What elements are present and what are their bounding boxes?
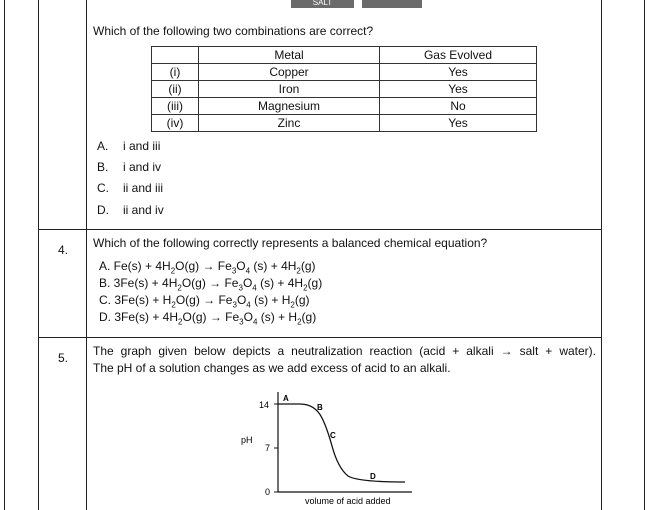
q3-question-text: Which of the following two combinations are correct? — [93, 24, 374, 38]
table-header-cell: Metal — [199, 47, 380, 64]
option-text: i and iii — [123, 139, 161, 153]
table-cell: (ii) — [152, 81, 199, 98]
table-cell: Yes — [380, 115, 537, 132]
table-cell: (i) — [152, 64, 199, 81]
option-text: ii and iv — [123, 203, 164, 217]
q4-option-d[interactable]: D. $3Fe(s) + 4H_2O(g) \to Fe_3O_4$ $(s) + H_2(g)$ — [99, 310, 317, 327]
option-text: ii and iii — [123, 181, 164, 195]
y-tick-label-7: 7 — [265, 443, 271, 453]
table-cell: Yes — [380, 81, 537, 98]
q4-number: 4. — [58, 243, 69, 257]
row-divider-q4-q5 — [38, 337, 602, 338]
curve-point-d-label: D — [370, 472, 376, 481]
table-cell: Iron — [199, 81, 380, 98]
table-cell: No — [380, 98, 537, 115]
table-header-cell — [152, 47, 199, 64]
row-divider-q3-q4 — [38, 229, 602, 230]
q4-option-a[interactable]: A. $Fe(s) + 4H_2O(g) \to Fe_3O_4$ $(s) + 4H_2(g)$ — [99, 259, 316, 276]
option-letter: A. — [97, 139, 109, 153]
table-row — [152, 81, 537, 98]
table-header-row — [152, 47, 537, 64]
q5-text-line2: The pH of a solution changes as we add excess of acid to an alkali. — [93, 361, 451, 375]
ph-curve — [278, 404, 405, 482]
curve-point-b-label: B — [317, 403, 323, 412]
q4-option-b[interactable]: B. $3Fe(s) + 4H_2O(g) \to Fe_3O_4$ $(s) + 4H_2(g)$ — [99, 276, 323, 293]
q5-text-line1: The graph given below depicts a neutralization reaction (acid + alkali → salt + water). — [93, 344, 596, 358]
curve-point-a-label: A — [283, 394, 289, 403]
ph-neutralization-graph — [230, 388, 430, 510]
table-cell: Zinc — [199, 115, 380, 132]
page-border-left — [4, 0, 5, 510]
table-header-cell: Gas Evolved — [380, 47, 537, 64]
top-tab-salt[interactable]: SALT — [291, 0, 354, 8]
q3-option-b[interactable] — [97, 160, 161, 174]
q4-option-c[interactable]: C. $3Fe(s) + H_2O(g) \to Fe_3O_4$ $(s) + H_2(g)$ — [99, 293, 310, 310]
q4-question-text: Which of the following correctly represents a balanced chemical equation? — [93, 236, 488, 250]
x-axis-label: volume of acid added — [305, 496, 391, 506]
table-cell: Yes — [380, 64, 537, 81]
table-cell: Magnesium — [199, 98, 380, 115]
table-row — [152, 115, 537, 132]
page-border-right — [644, 0, 645, 510]
option-text: i and iv — [123, 160, 162, 174]
option-letter: B. — [97, 160, 109, 174]
metal-gas-table — [151, 46, 537, 132]
table-row — [152, 64, 537, 81]
q3-option-c[interactable] — [97, 181, 163, 195]
q5-number: 5. — [58, 351, 69, 365]
option-letter: D. — [97, 203, 109, 217]
q3-option-d[interactable] — [97, 203, 164, 217]
q3-option-a[interactable] — [97, 139, 160, 153]
option-letter: C. — [97, 181, 109, 195]
curve-point-c-label: C — [330, 431, 336, 440]
table-row — [152, 98, 537, 115]
y-tick-label-0: 0 — [265, 487, 271, 497]
table-cell: Copper — [199, 64, 380, 81]
column-divider-right — [601, 0, 602, 510]
column-divider-number — [86, 0, 87, 510]
top-tab-blank[interactable] — [362, 0, 422, 8]
y-tick-label-14: 14 — [259, 400, 270, 410]
table-cell: (iii) — [152, 98, 199, 115]
column-divider-left — [38, 0, 39, 510]
table-cell: (iv) — [152, 115, 199, 132]
y-axis-label: pH — [241, 435, 253, 445]
